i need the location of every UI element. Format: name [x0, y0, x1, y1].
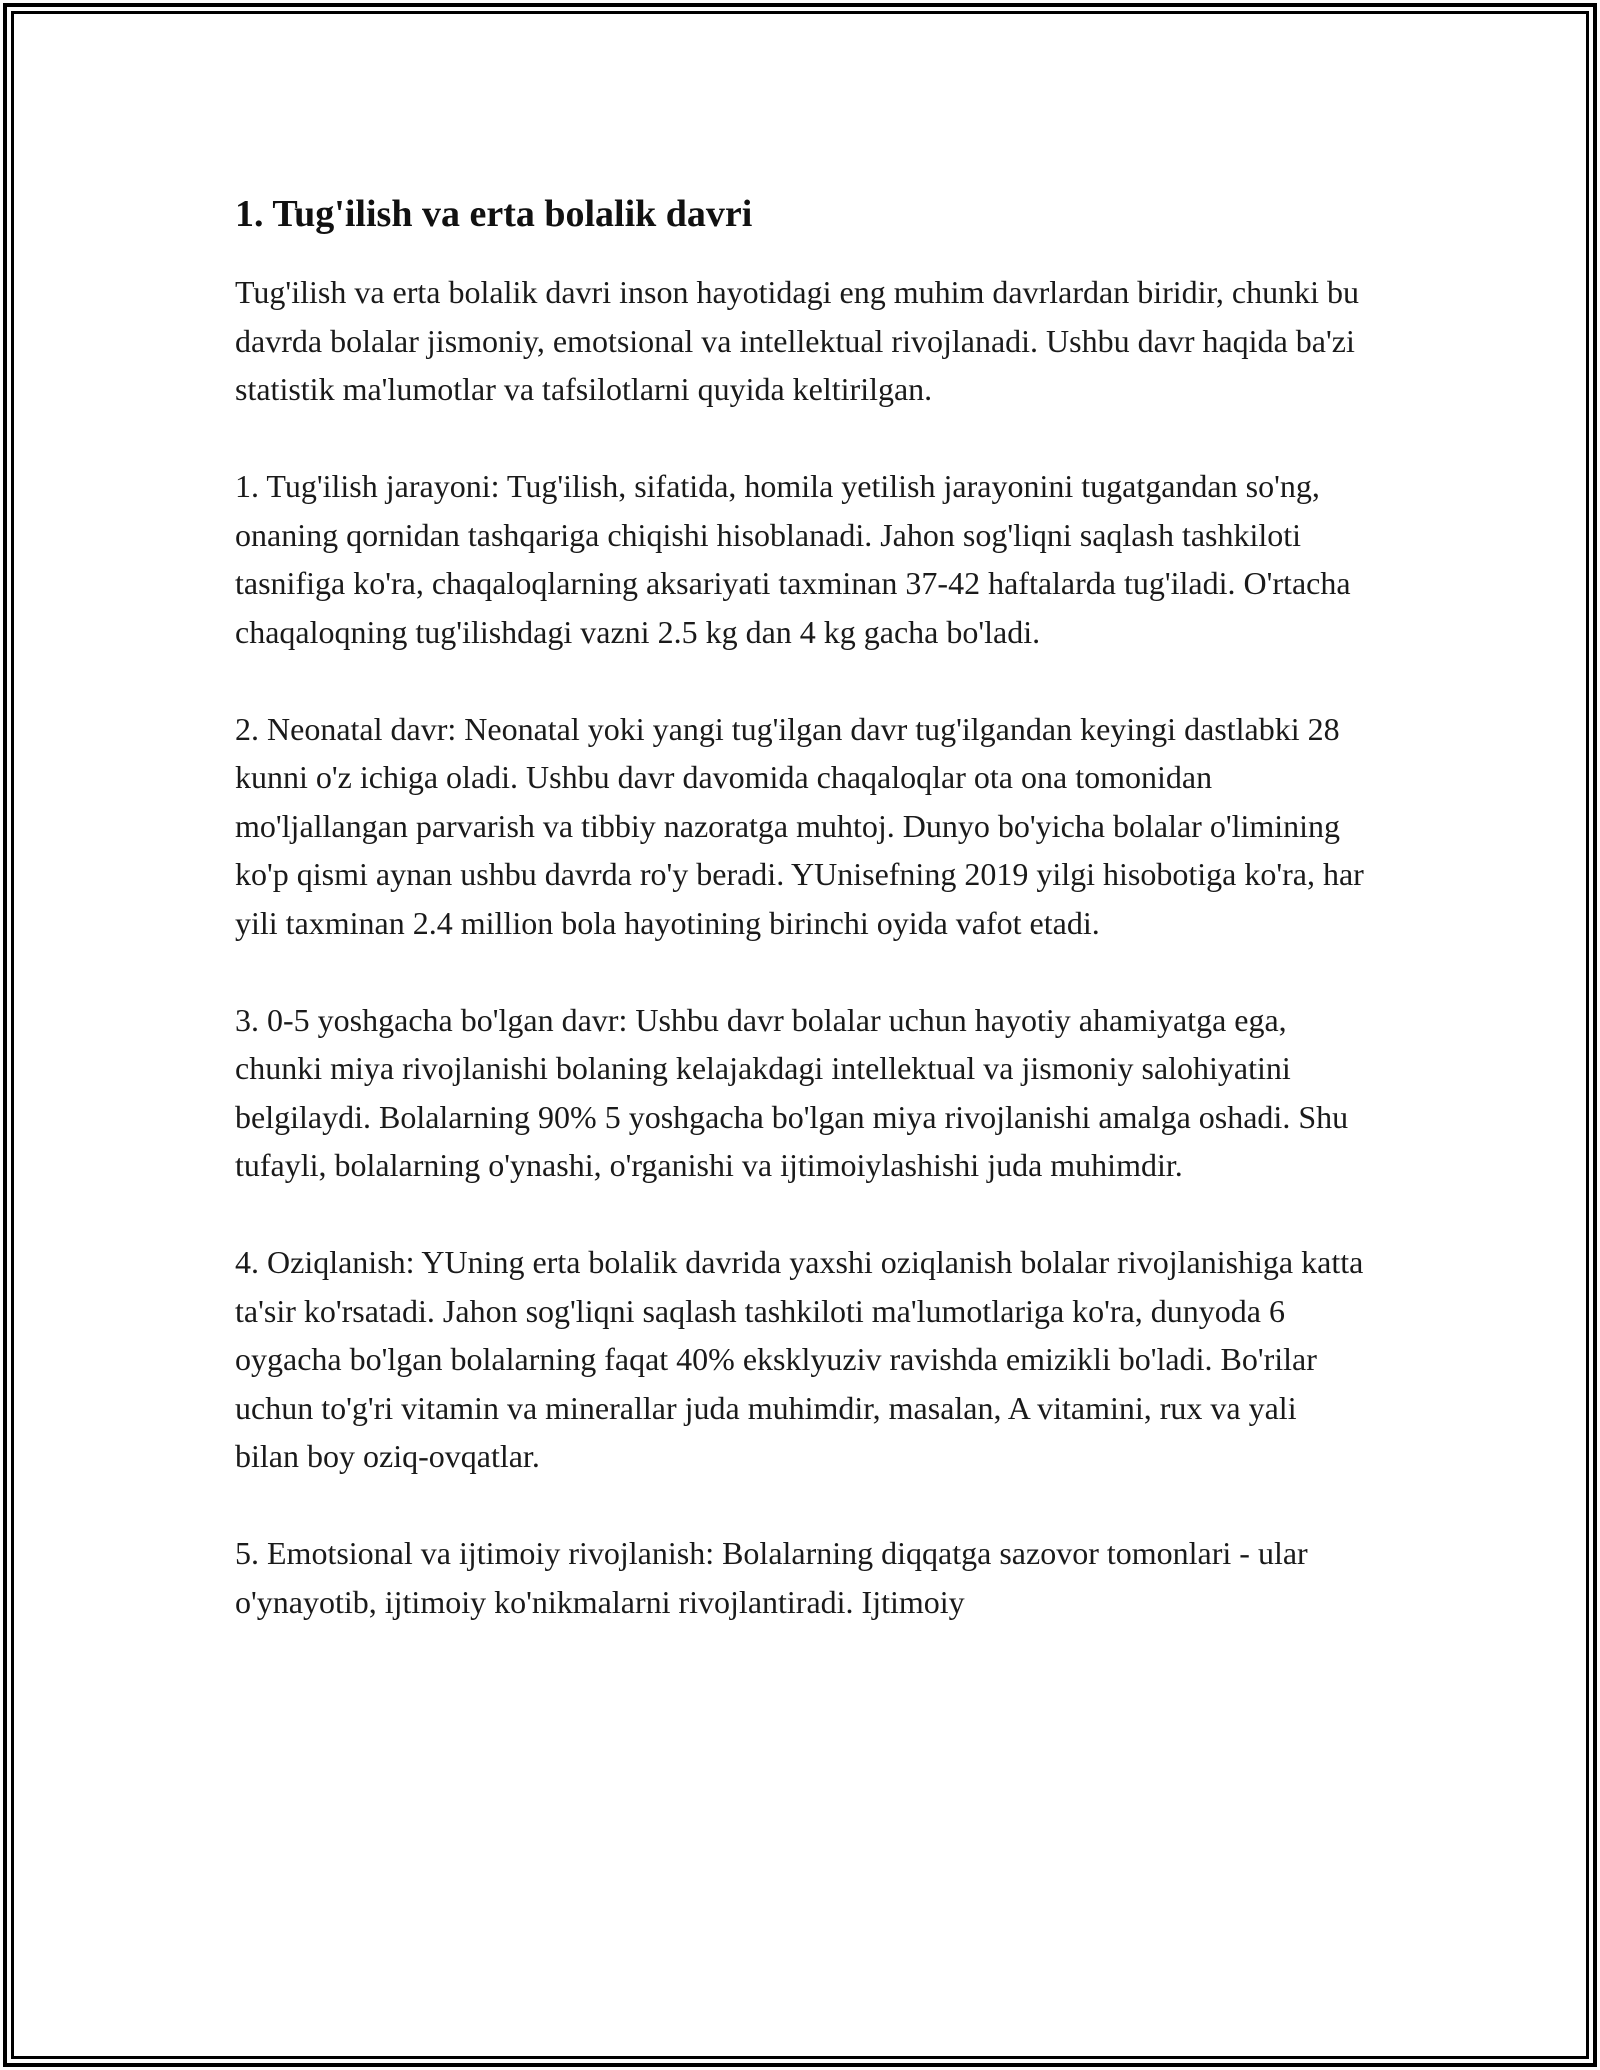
- section-heading: 1. Tug'ilish va erta bolalik davri: [235, 193, 753, 235]
- intro-paragraph: Tug'ilish va erta bolalik davri inson hayotidagi eng muhim davrlardan biridir, chunki bu davrda bolalar jismoniy, emotsional va intellektual rivojlanadi. Ushbu davr haqida ba'zi statistik ma'lumotlar va tafsilotlarni quyida keltirilgan.: [235, 274, 1359, 407]
- paragraph-neonatal-period: 2. Neonatal davr: Neonatal yoki yangi tug'ilgan davr tug'ilgandan keyingi dastlabki 28 kunni o'z ichiga oladi. Ushbu davr davomida chaqaloqlar ota ona tomonidan mo'ljallangan parvarish va tibbiy nazoratga muhtoj. Dunyo bo'yicha bolalar o'limining ko'p qismi aynan ushbu davrda ro'y beradi. YUnisefning 2019 yilgi hisobotiga ko'ra, har yili taxminan 2.4 million bola hayotining birinchi oyida vafot etadi.: [235, 710, 1364, 941]
- document-body: [235, 188, 1365, 1675]
- paragraph-birth-process: 1. Tug'ilish jarayoni: Tug'ilish, sifatida, homila yetilish jarayonini tugatgandan so'ng, onaning qornidan tashqariga chiqishi hisoblanadi. Jahon sog'liqni saqlash tashkiloti tasnifiga ko'ra, chaqaloqlarning aksariyati taxminan 37-42 haftalarda tug'iladi. O'rtacha chaqaloqning tug'ilishdagi vazni 2.5 kg dan 4 kg gacha bo'ladi.: [235, 468, 1351, 650]
- paragraph-nutrition: 4. Oziqlanish: YUning erta bolalik davrida yaxshi oziqlanish bolalar rivojlanishiga katta ta'sir ko'rsatadi. Jahon sog'liqni saqlash tashkiloti ma'lumotlariga ko'ra, dunyoda 6 oygacha bo'lgan bolalarning faqat 40% eksklyuziv ravishda emizikli bo'ladi. Bo'rilar uchun to'g'ri vitamin va minerallar juda muhimdir, masalan, A vitamini, rux va yali bilan boy oziq-ovqatlar.: [235, 1244, 1364, 1474]
- paragraph-age-0-5: 3. 0-5 yoshgacha bo'lgan davr: Ushbu davr bolalar uchun hayotiy ahamiyatga ega, chunki miya rivojlanishi bolaning kelajakdagi intellektual va jismoniy salohiyatini belgilaydi. Bolalarning 90% 5 yoshgacha bo'lgan miya rivojlanishi amalga oshadi. Shu tufayli, bolalarning o'ynashi, o'rganishi va ijtimoiylashishi juda muhimdir.: [235, 1001, 1349, 1183]
- paragraph-emotional-social: 5. Emotsional va ijtimoiy rivojlanish: Bolalarning diqqatga sazovor tomonlari - ular o'ynayotib, ijtimoiy ko'nikmalarni rivojlantiradi. Ijtimoiy: [235, 1535, 1308, 1620]
